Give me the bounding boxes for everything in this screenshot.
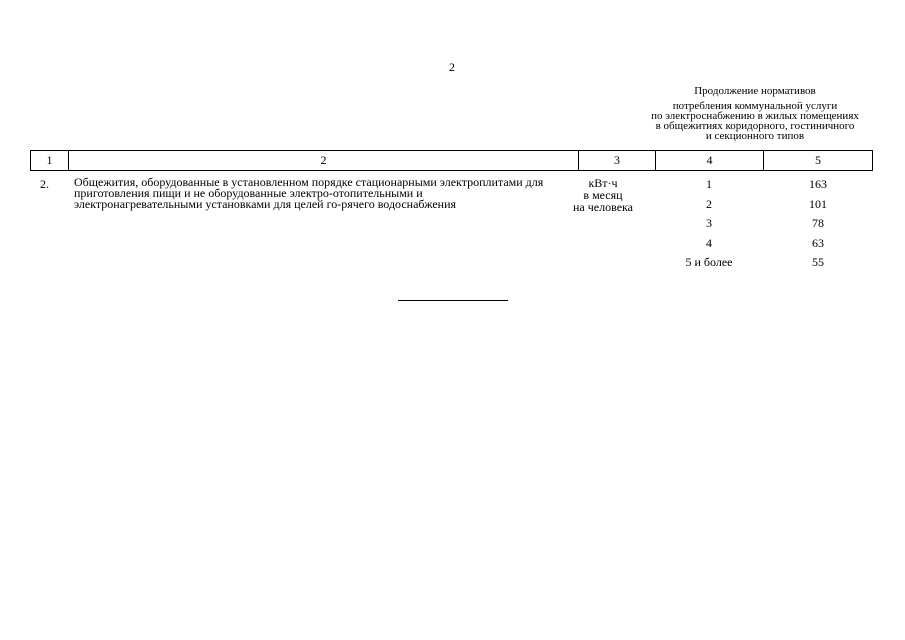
unit-line: в месяц (583, 188, 623, 202)
persons-value: 1 (706, 177, 712, 191)
header-cell-5: 5 (815, 153, 821, 167)
header-cell-4: 4 (656, 151, 764, 170)
heading-line: по электроснабжению в жилых помещениях (651, 110, 859, 122)
heading-line: и секционного типов (705, 130, 805, 142)
footer-rule (398, 300, 508, 301)
unit-line: на человека (573, 200, 633, 214)
heading-line: в общежитиях коридорного, гостиничного (655, 120, 855, 132)
norm-value: 163 (809, 177, 827, 191)
persons-value: 3 (706, 216, 712, 230)
norm-column (763, 177, 873, 275)
norm-value: 101 (809, 196, 827, 211)
unit-line: кВт·ч (588, 176, 618, 190)
table-heading (630, 86, 880, 141)
header-cell-2: 2 (69, 151, 579, 170)
row-number: 2. (40, 177, 49, 191)
row-unit (557, 177, 649, 213)
header-cell-1: 1 (31, 151, 69, 170)
header-cell-3: 3 (579, 151, 656, 170)
persons-value: 5 и более (685, 255, 733, 269)
table-header-row (30, 150, 873, 171)
norm-value: 63 (812, 235, 824, 250)
norm-value: 55 (812, 255, 824, 269)
heading-line: потребления коммунальной услуги (672, 100, 838, 112)
persons-value: 4 (706, 235, 712, 250)
heading-title: Продолжение нормативов (694, 85, 816, 97)
norm-value: 78 (812, 216, 824, 230)
persons-column (655, 177, 763, 275)
page-number: 2 (449, 60, 455, 74)
persons-value: 2 (706, 196, 712, 211)
row-description: Общежития, оборудованные в установленном порядке стационарными электроплитами для приготовления пищи и не оборудованные электро-отопительными и электронагревательными установками для целей го-рячего водоснабжения (74, 175, 544, 211)
